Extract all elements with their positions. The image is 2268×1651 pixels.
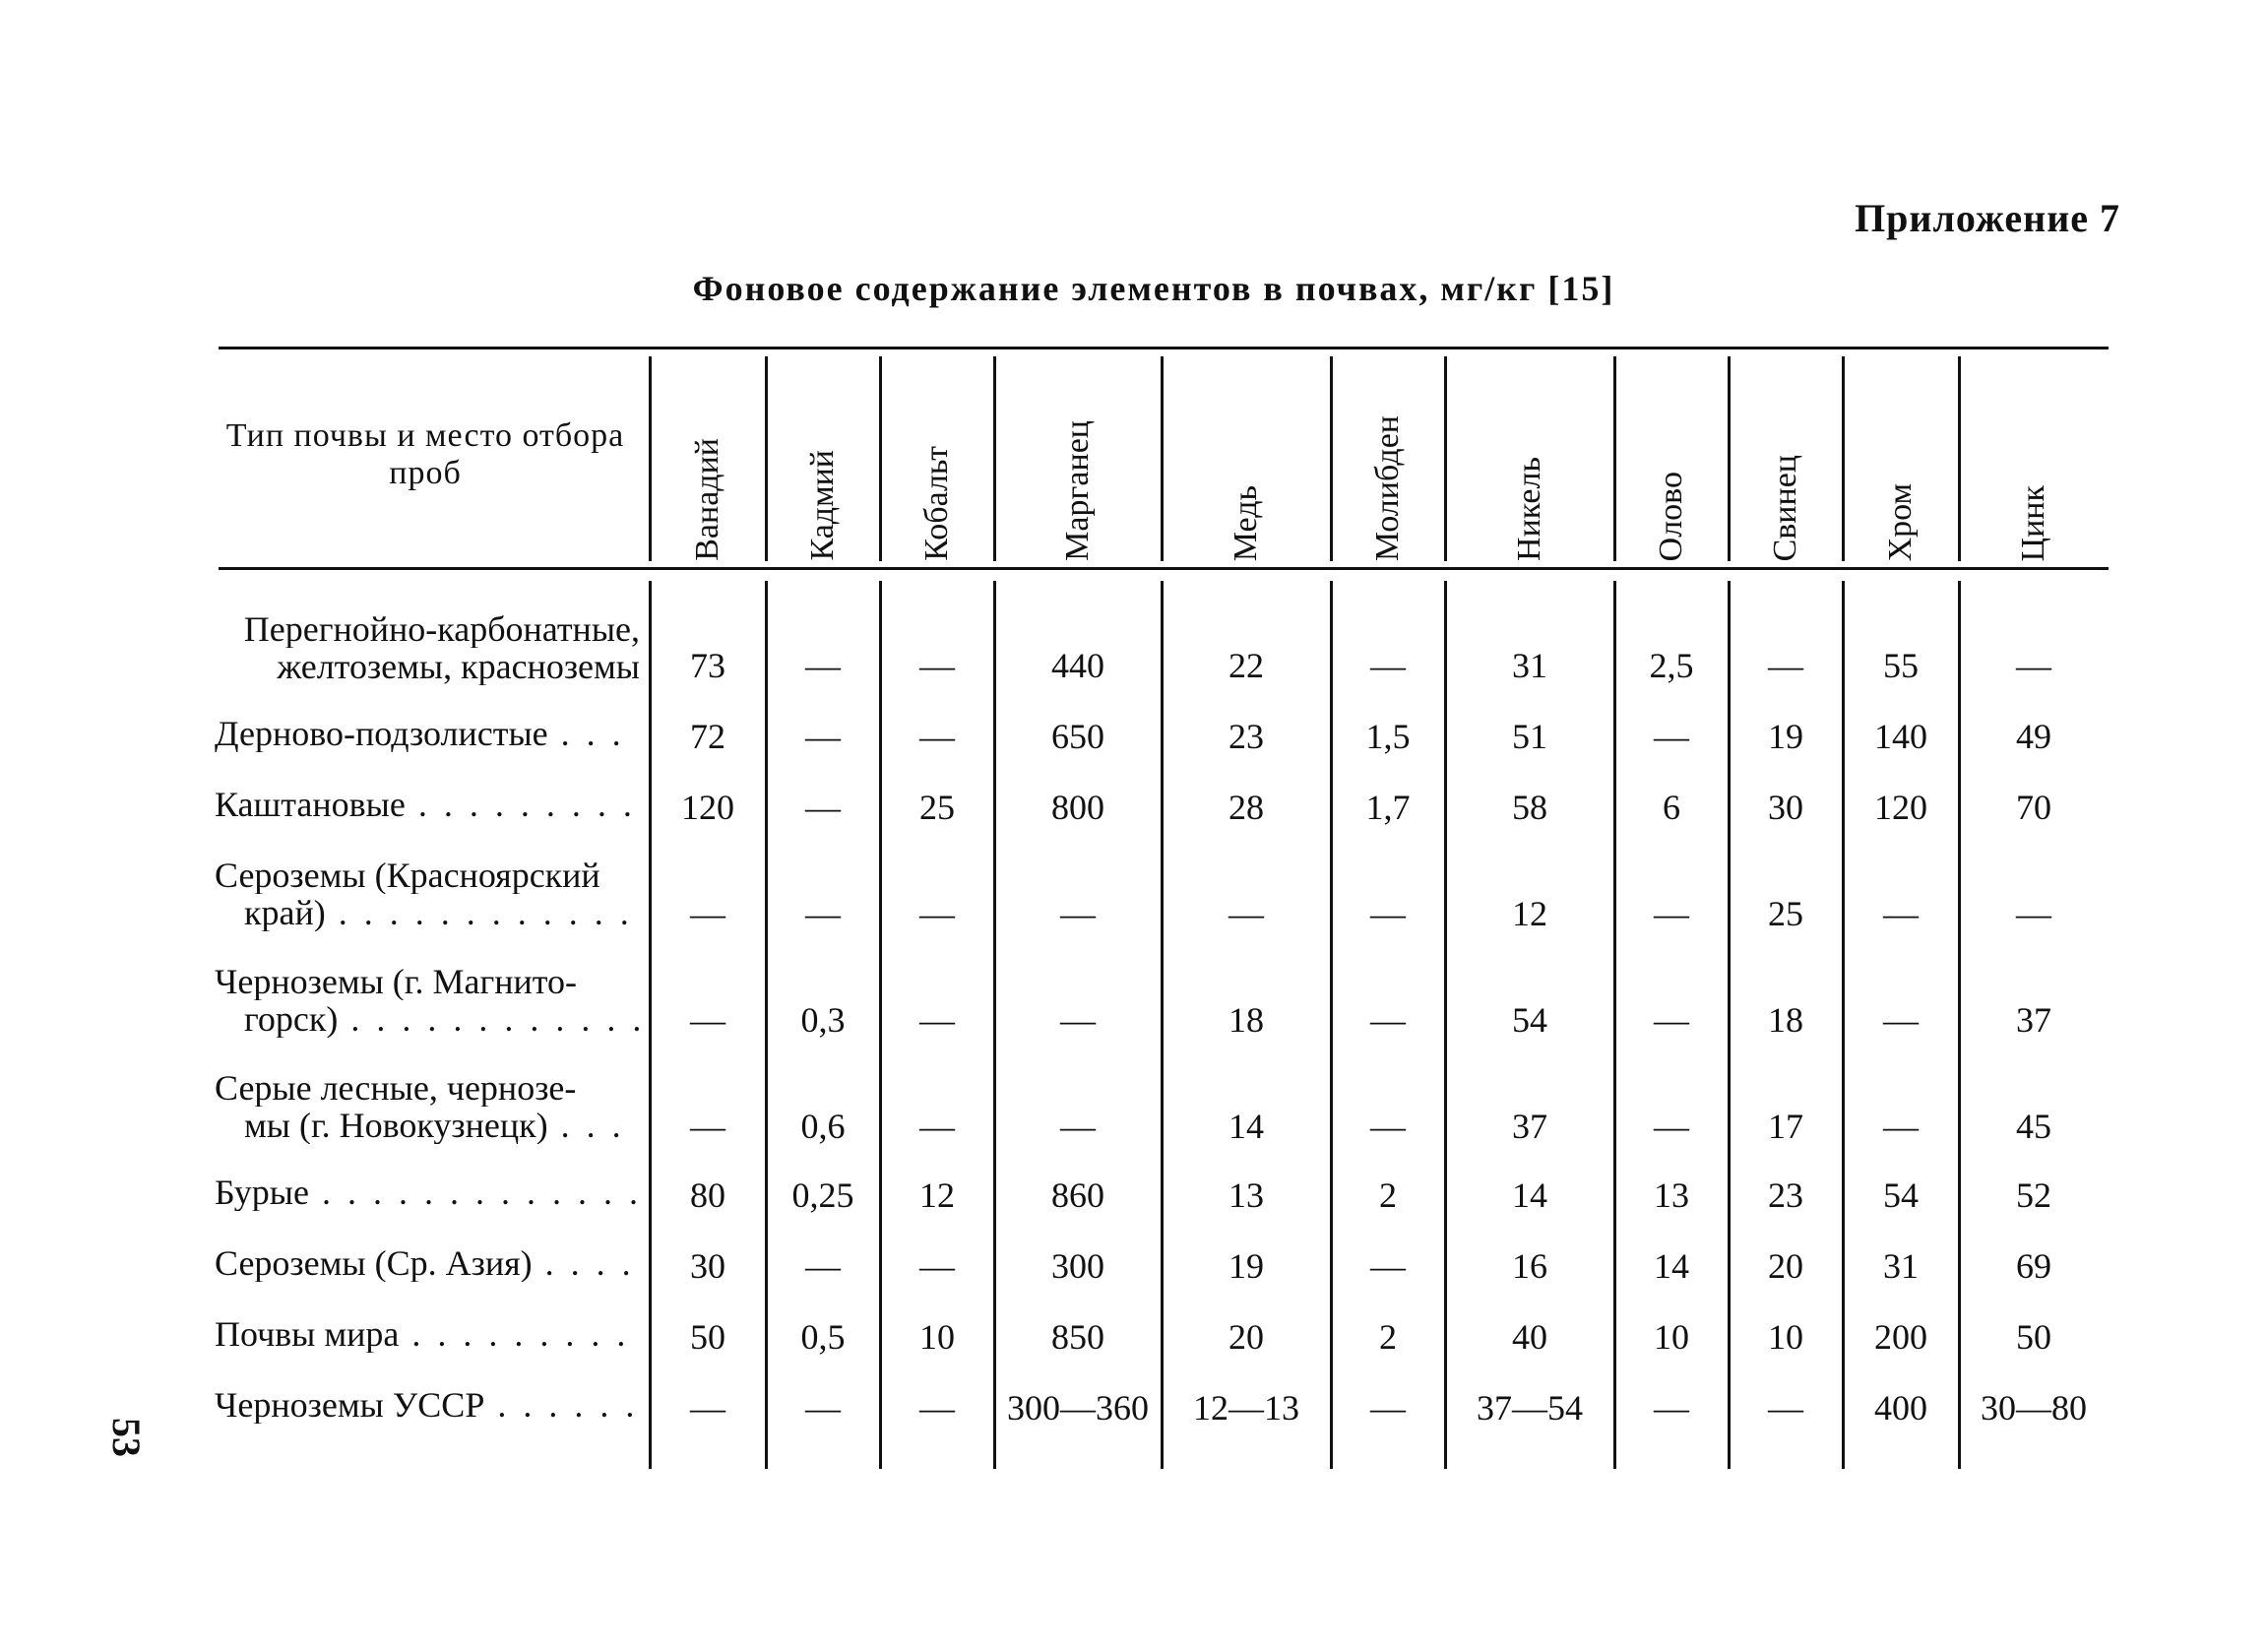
table-cell: —	[1060, 894, 1096, 933]
table-cell: 17	[1768, 1107, 1803, 1146]
table-cell: 80	[690, 1175, 725, 1215]
table-cell: —	[919, 1000, 955, 1040]
column-header	[1614, 364, 1729, 561]
table-cell: —	[1654, 1000, 1689, 1040]
table-cell: 30	[1768, 788, 1803, 827]
row-label-line: горск) . . .	[215, 1000, 640, 1038]
table-cell: —	[919, 1107, 955, 1146]
row-label-line: край) . . .	[215, 894, 640, 931]
table-cell: 14	[1512, 1175, 1547, 1215]
table-cell: 70	[2016, 788, 2051, 827]
table-cell: —	[1883, 1107, 1919, 1146]
table-cell: 58	[1512, 788, 1547, 827]
row-label-line: Почвы мира . . .	[215, 1315, 640, 1353]
table-cell: 37—54	[1477, 1388, 1583, 1428]
row-label	[215, 963, 640, 1038]
table-cell: 18	[1768, 1000, 1803, 1040]
table-cell: —	[690, 1000, 725, 1040]
table-cell: —	[805, 788, 841, 827]
table-cell: —	[1370, 1000, 1406, 1040]
table-cell: —	[1370, 646, 1406, 685]
table-cell: —	[1768, 646, 1803, 685]
table-cell: 25	[919, 788, 955, 827]
row-label-line: Черноземы (г. Магнито-	[215, 963, 578, 1000]
row-label	[215, 1069, 640, 1144]
row-label-line: Серые лесные, чернозе-	[215, 1069, 577, 1107]
row-label-line: Сероземы (Красноярский	[215, 857, 600, 894]
table-cell: 10	[919, 1317, 955, 1357]
row-label	[215, 1315, 640, 1353]
column-header-label: Олово	[1653, 471, 1689, 561]
row-label-line: желтоземы, красноземы	[277, 648, 640, 685]
table-cell: 31	[1512, 646, 1547, 685]
table-cell: —	[1060, 1107, 1096, 1146]
table-cell: 23	[1228, 717, 1264, 756]
table-cell: 2	[1379, 1175, 1397, 1215]
column-header-label: Цинк	[2015, 484, 2051, 561]
column-header	[650, 364, 766, 561]
column-header-label: Медь	[1228, 484, 1264, 561]
table-cell: 20	[1768, 1246, 1803, 1286]
table-cell: 50	[690, 1317, 725, 1357]
table-cell: 1,5	[1365, 717, 1411, 756]
table-cell: 300—360	[1007, 1388, 1149, 1428]
table-cell: —	[1654, 1107, 1689, 1146]
table-cell: 22	[1228, 646, 1264, 685]
row-label	[215, 786, 640, 823]
table-cell: 19	[1228, 1246, 1264, 1286]
table-cell: 16	[1512, 1246, 1547, 1286]
table-cell: —	[1768, 1388, 1803, 1428]
table-cell: 1,7	[1365, 788, 1411, 827]
table-cell: —	[805, 646, 841, 685]
table-cell: 19	[1768, 717, 1803, 756]
table-cell: 800	[1051, 788, 1104, 827]
row-label-line: Сероземы (Ср. Азия) . . .	[215, 1244, 640, 1282]
column-header-label: Ванадий	[689, 438, 725, 561]
table-cell: —	[805, 1388, 841, 1428]
table-cell: —	[1654, 894, 1689, 933]
table-cell: —	[805, 717, 841, 756]
header-soil-type: Тип почвы и место отбора проб	[225, 417, 625, 491]
table-cell: —	[1370, 1246, 1406, 1286]
column-header-label: Свинец	[1767, 454, 1803, 561]
table-cell: 52	[2016, 1175, 2051, 1215]
row-label	[215, 1174, 640, 1211]
table-top-rule	[219, 347, 2109, 349]
table-cell: 45	[2016, 1107, 2051, 1146]
table-cell: 23	[1768, 1175, 1803, 1215]
column-header	[1331, 364, 1445, 561]
table-cell: —	[690, 1107, 725, 1146]
column-header-label: Никель	[1511, 457, 1547, 561]
table-cell: —	[1370, 894, 1406, 933]
table-cell: —	[919, 717, 955, 756]
table-cell: 0,3	[800, 1000, 846, 1040]
table-cell: 13	[1654, 1175, 1689, 1215]
table-cell: 18	[1228, 1000, 1264, 1040]
table-cell: 31	[1883, 1246, 1919, 1286]
column-header-label: Кадмий	[804, 450, 841, 561]
table-cell: 2,5	[1649, 646, 1694, 685]
table-cell: 200	[1874, 1317, 1927, 1357]
row-label	[215, 1386, 640, 1424]
row-label-line: Перегнойно-карбонатные,	[243, 610, 640, 648]
table-cell: 49	[2016, 717, 2051, 756]
table-cell: 50	[2016, 1317, 2051, 1357]
table-cell: 30—80	[1981, 1388, 2087, 1428]
table-cell: —	[1883, 894, 1919, 933]
table-cell: 30	[690, 1246, 725, 1286]
table-cell: 40	[1512, 1317, 1547, 1357]
table-cell: —	[1654, 1388, 1689, 1428]
column-header	[880, 364, 994, 561]
table-cell: 25	[1768, 894, 1803, 933]
column-header	[1729, 364, 1843, 561]
table-cell: 14	[1228, 1107, 1264, 1146]
table-cell: 37	[1512, 1107, 1547, 1146]
table-cell: —	[1060, 1000, 1096, 1040]
row-label-line: Каштановые . . .	[215, 786, 640, 823]
row-label-line: Бурые . . .	[215, 1174, 640, 1211]
table-cell: —	[1228, 894, 1264, 933]
table-cell: 54	[1512, 1000, 1547, 1040]
table-cell: —	[1370, 1107, 1406, 1146]
row-label-line: Черноземы УССР . . .	[215, 1386, 640, 1424]
table-cell: 6	[1663, 788, 1680, 827]
table-cell: 20	[1228, 1317, 1264, 1357]
table-cell: 2	[1379, 1317, 1397, 1357]
table-cell: 0,6	[800, 1107, 846, 1146]
table-cell: —	[919, 1246, 955, 1286]
table-cell: 13	[1228, 1175, 1264, 1215]
column-header	[1445, 364, 1614, 561]
row-label	[215, 610, 640, 685]
table-cell: 12	[919, 1175, 955, 1215]
column-header	[1959, 364, 2109, 561]
column-header-label: Молибден	[1369, 414, 1406, 561]
row-label	[215, 715, 640, 752]
table-cell: 650	[1051, 717, 1104, 756]
table-cell: —	[1654, 717, 1689, 756]
table-cell: —	[690, 894, 725, 933]
table-cell: 51	[1512, 717, 1547, 756]
column-header-label: Кобальт	[918, 446, 955, 561]
table-cell: —	[2016, 646, 2051, 685]
column-header-label: Хром	[1882, 482, 1919, 561]
table-cell: 140	[1874, 717, 1927, 756]
table-cell: 0,25	[791, 1175, 854, 1215]
table-cell: 73	[690, 646, 725, 685]
column-header-label: Марганец	[1059, 420, 1096, 561]
row-label-line: Дерново-подзолистые . . .	[215, 715, 640, 752]
column-header	[994, 364, 1162, 561]
row-label	[215, 857, 640, 931]
column-header	[766, 364, 880, 561]
table-cell: 69	[2016, 1246, 2051, 1286]
table-header-rule	[219, 567, 2109, 570]
table-cell: 28	[1228, 788, 1264, 827]
table-cell: 12	[1512, 894, 1547, 933]
table-cell: 12—13	[1193, 1388, 1299, 1428]
table-cell: 850	[1051, 1317, 1104, 1357]
table-cell: 10	[1768, 1317, 1803, 1357]
table-cell: —	[1370, 1388, 1406, 1428]
table-title: Фоновое содержание элементов в почвах, мг/кг [15]	[692, 269, 1615, 308]
row-label	[215, 1244, 640, 1282]
table-cell: —	[2016, 894, 2051, 933]
table-cell: 120	[1874, 788, 1927, 827]
table-cell: 55	[1883, 646, 1919, 685]
table-cell: 37	[2016, 1000, 2051, 1040]
table-cell: 72	[690, 717, 725, 756]
page-number: 53	[104, 1418, 149, 1457]
table-cell: —	[919, 1388, 955, 1428]
table-cell: 14	[1654, 1246, 1689, 1286]
table-cell: —	[1883, 1000, 1919, 1040]
table-cell: —	[919, 646, 955, 685]
appendix-label: Приложение 7	[1855, 196, 2120, 240]
table-cell: —	[919, 894, 955, 933]
table-cell: 440	[1051, 646, 1104, 685]
row-label-line: мы (г. Новокузнецк) . . .	[215, 1107, 640, 1144]
table-cell: 10	[1654, 1317, 1689, 1357]
column-header	[1843, 364, 1959, 561]
table-cell: 400	[1874, 1388, 1927, 1428]
table-cell: 0,5	[800, 1317, 846, 1357]
table-cell: 120	[681, 788, 734, 827]
column-header	[1162, 364, 1331, 561]
table-cell: —	[805, 1246, 841, 1286]
table-cell: 300	[1051, 1246, 1104, 1286]
table-cell: 54	[1883, 1175, 1919, 1215]
table-cell: —	[690, 1388, 725, 1428]
table-cell: 860	[1051, 1175, 1104, 1215]
table-cell: —	[805, 894, 841, 933]
